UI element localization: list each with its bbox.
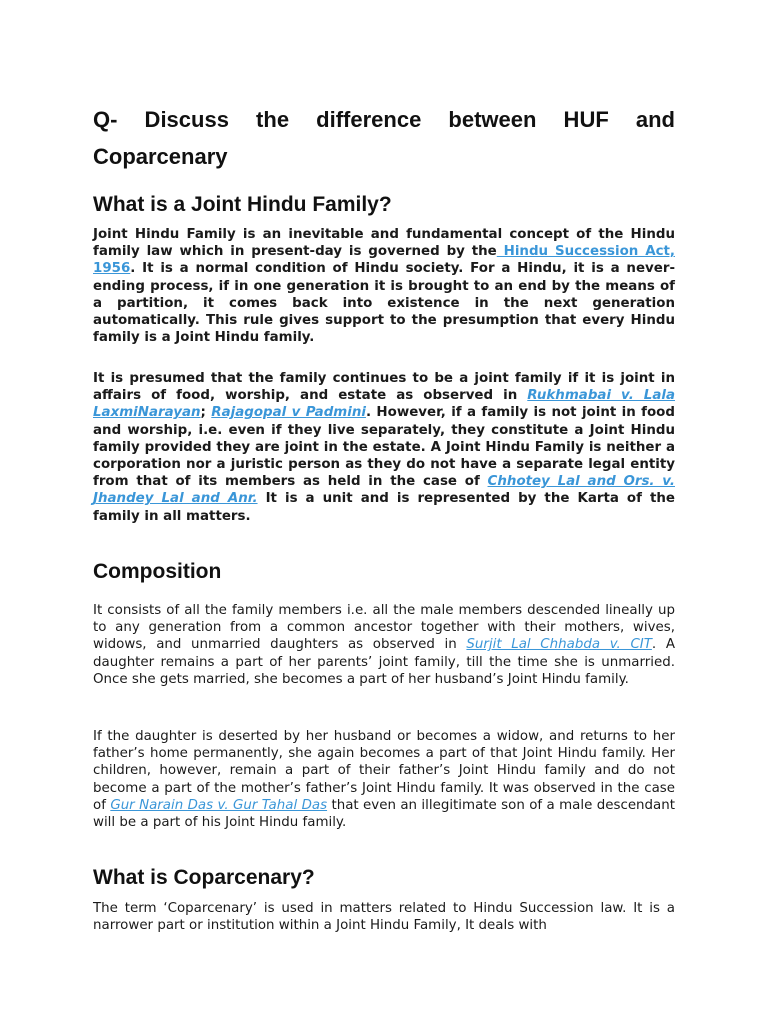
paragraph-text: It consists of all the family members i.e. all the male members descended lineally up to any generation from a common ancestor together with their mothers, wives, widows, and unmarried daughters as observed in xyxy=(93,603,675,653)
heading-coparcenary: What is Coparcenary? xyxy=(93,866,315,889)
link-hindu-succession-act[interactable]: Hindu Succession Act, 1956 xyxy=(93,244,675,277)
paragraph-text: The term ‘Coparcenary’ is used in matters related to Hindu Succession law. It is a narrower part or institution within a Joint Hindu Family, It deals with xyxy=(93,901,675,934)
link-surjit-lal-case[interactable]: Surjit Lal Chhabda v. CIT xyxy=(466,637,652,653)
paragraph-text: It is a unit and is represented by the Karta of the family in all matters. xyxy=(93,491,675,524)
heading-joint-hindu-family: What is a Joint Hindu Family? xyxy=(93,193,392,216)
paragraph-text: ; xyxy=(200,405,212,421)
paragraph-definition xyxy=(93,226,675,346)
link-gur-narain-das-case[interactable]: Gur Narain Das v. Gur Tahal Das xyxy=(110,797,328,813)
paragraph-text: If the daughter is deserted by her husband or becomes a widow, and returns to her father’s home permanently, she again becomes a part of that Joint Hindu family. Her children, however, remain a part of their father’s Joint Hindu family and do not become a part of the mother’s father’s Joint Hindu family. It was observed in the case of xyxy=(93,729,675,813)
paragraph-text: It is presumed that the family continues to be a joint family if it is joint in affairs of food, worship, and estate as observed in xyxy=(93,371,675,404)
question-title: Q- Discuss the difference between HUF and Coparcenary xyxy=(93,107,675,169)
paragraph-text: Joint Hindu Family is an inevitable and fundamental concept of the Hindu family law which in present-day is governed by the xyxy=(93,227,675,260)
paragraph-daughter-deserted xyxy=(93,728,675,831)
paragraph-composition xyxy=(93,602,675,688)
paragraph-text: . A daughter remains a part of her parents’ joint family, till the time she is unmarried. Once she gets married, she becomes a part of her husband’s Joint Hindu family. xyxy=(93,637,675,687)
paragraph-text: that even an illegitimate son of a male descendant will be a part of his Joint Hindu family. xyxy=(93,797,675,831)
paragraph-text: . It is a normal condition of Hindu society. For a Hindu, it is a never-ending process, if in one generation it is brought to an end by the means of a partition, it comes back into existence in the next generation automatically. This rule gives support to the presumption that every Hindu family is a Joint Hindu family. xyxy=(93,261,675,346)
heading-composition: Composition xyxy=(93,560,222,583)
link-rukhmabai-case[interactable]: Rukhmabai v. Lala LaxmiNarayan xyxy=(93,388,675,421)
link-rajagopal-case[interactable]: Rajagopal v Padmini xyxy=(211,405,366,421)
paragraph-text: . However, if a family is not joint in food and worship, i.e. even if they live separately, they constitute a Joint Hindu family provided they are joint in the estate. A Joint Hindu Family is neither a corporation nor a juristic person as they do not have a separate legal entity from that of its members as held in the case of xyxy=(93,405,675,490)
link-chhotey-lal-case[interactable]: Chhotey Lal and Ors. v. Jhandey Lal and Anr. xyxy=(93,474,675,507)
paragraph-coparcenary xyxy=(93,900,675,934)
paragraph-presumption xyxy=(93,370,675,525)
